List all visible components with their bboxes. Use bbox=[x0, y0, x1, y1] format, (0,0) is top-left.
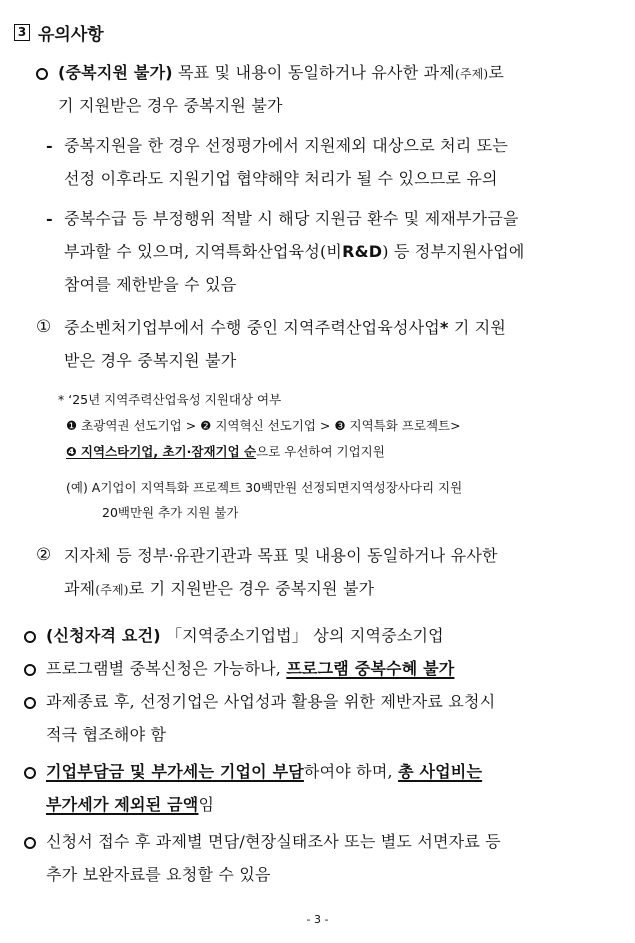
dup-paren: (주제) bbox=[454, 67, 489, 81]
circ2-line2a: 과제 bbox=[64, 579, 96, 598]
bullet-circle-icon bbox=[24, 827, 36, 860]
qual-rest: 「지역중소기업법」 상의 지역중소기업 bbox=[160, 626, 444, 645]
dash2-rnd: R&D bbox=[342, 242, 383, 261]
burden-mid: 하여야 하며, bbox=[303, 762, 399, 781]
dup-line2: 기 지원받은 경우 중복지원 불가 bbox=[58, 96, 283, 115]
burden-ul1: 기업부담금 및 부가세는 기업이 부담 bbox=[46, 762, 304, 781]
extra-line1: 신청서 접수 후 과제별 면담/현장실태조사 또는 별도 서면자료 등 bbox=[46, 832, 501, 851]
qual-lead: (신청자격 요건) bbox=[46, 626, 161, 645]
circ2-line2 bbox=[64, 572, 374, 607]
dash-marker: - bbox=[46, 209, 53, 228]
coop-line1: 과제종료 후, 선정기업은 사업성과 활용을 위한 제반자료 요청시 bbox=[46, 692, 496, 711]
circ2-line1: 지자체 등 정부·유관기관과 목표 및 내용이 동일하거나 유사한 bbox=[64, 546, 498, 565]
dup-lead: (중복지원 불가) bbox=[58, 63, 173, 82]
note-priority-underlined: ❹ 지역스타기업, 초기·잠재기업 순 bbox=[66, 444, 257, 459]
dash1-line2: 선정 이후라도 지원기업 협약해약 처리가 될 수 있으므로 유의 bbox=[64, 169, 498, 188]
bullet-circle-icon bbox=[24, 621, 36, 654]
circ2-paren: (주제) bbox=[95, 583, 129, 597]
qual-item bbox=[46, 619, 444, 652]
dash-marker: - bbox=[46, 136, 53, 155]
bullet-circle-icon bbox=[24, 687, 36, 720]
note-priority-line2 bbox=[66, 441, 385, 463]
dash1-line1: 중복지원을 한 경우 선정평가에서 지원제외 대상으로 처리 또는 bbox=[64, 136, 509, 155]
burden-ul2: 총 사업비는 bbox=[398, 762, 483, 781]
extra-line2: 추가 보완자료를 요청할 수 있음 bbox=[46, 865, 271, 884]
dash2-line1: 중복수급 등 부정행위 적발 시 해당 지원금 환수 및 제재부가금을 bbox=[64, 209, 519, 228]
circ2-line2b: 로 기 지원받은 경우 중복지원 불가 bbox=[128, 579, 375, 598]
dash2-line2a: 부과할 수 있으며, 지역특화산업육성(비 bbox=[64, 242, 343, 261]
bullet-circle-icon bbox=[36, 58, 48, 91]
coop-line2: 적극 협조해야 함 bbox=[46, 725, 167, 744]
multi-item bbox=[46, 652, 454, 685]
multi-bold: 프로그램 중복수혜 불가 bbox=[286, 659, 455, 678]
burden-line2 bbox=[46, 788, 214, 821]
bullet-circle-icon bbox=[24, 654, 36, 687]
circ1-line2: 받은 경우 중복지원 불가 bbox=[64, 351, 237, 370]
burden-ul3: 부가세가 제외된 금액 bbox=[46, 795, 199, 814]
multi-text: 프로그램별 중복신청은 가능하나, bbox=[46, 659, 287, 678]
section-number: 3 bbox=[14, 24, 30, 41]
circled-one-icon: ① bbox=[36, 317, 52, 337]
bullet-circle-icon bbox=[24, 757, 36, 790]
dup-line1-end: 로 bbox=[488, 63, 504, 82]
note-priority-line: ❶ 초광역권 선도기업 > ❷ 지역혁신 선도기업 > ❸ 지역특화 프로젝트> bbox=[66, 418, 461, 433]
page-number: - 3 - bbox=[306, 913, 329, 926]
note-priority-rest: 으로 우선하여 기업지원 bbox=[256, 444, 385, 459]
dash2-line2 bbox=[64, 235, 525, 268]
dup-line1: 목표 및 내용이 동일하거나 유사한 과제 bbox=[172, 63, 455, 82]
dash2-line3: 참여를 제한받을 수 있음 bbox=[64, 275, 237, 294]
circ1-line1 bbox=[64, 311, 506, 344]
note-example-line2: 20백만원 추가 지원 불가 bbox=[102, 505, 239, 520]
burden-line1 bbox=[46, 755, 482, 788]
circ1-line1b: 기 지원 bbox=[448, 318, 507, 337]
circ1-star: * bbox=[439, 318, 449, 337]
circ1-line1a: 중소벤처기업부에서 수행 중인 지역주력산업육성사업 bbox=[64, 318, 440, 337]
dup-item bbox=[58, 56, 628, 91]
burden-end: 임 bbox=[198, 795, 215, 814]
section-title: 유의사항 bbox=[38, 25, 104, 45]
section-heading bbox=[14, 20, 104, 45]
dash2-line2c: ) 등 정부지원사업에 bbox=[382, 242, 525, 261]
note-title: * ‘25년 지역주력산업육성 지원대상 여부 bbox=[58, 392, 282, 407]
note-example-line1: (예) A기업이 지역특화 프로젝트 30백만원 선정되면지역성장사다리 지원 bbox=[66, 480, 463, 495]
circled-two-icon: ② bbox=[36, 545, 52, 565]
